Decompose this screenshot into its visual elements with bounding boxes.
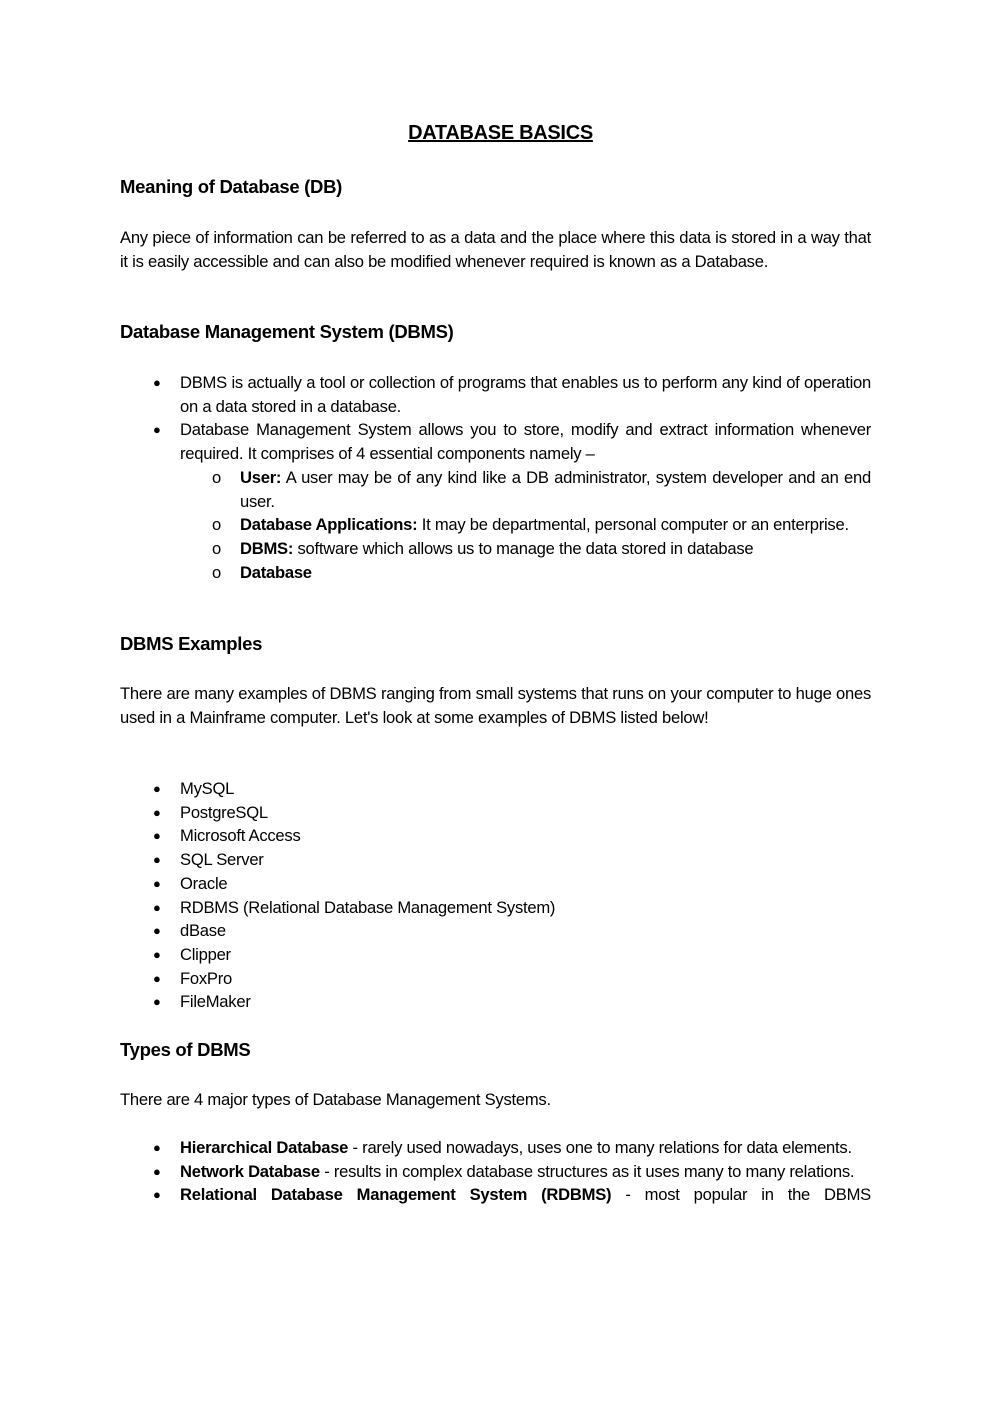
bullet-icon: ●: [153, 970, 161, 986]
list-item: [120, 418, 871, 584]
component-term: Database: [240, 562, 312, 582]
list-item-text: Microsoft Access: [180, 826, 301, 846]
bullet-icon: ●: [153, 994, 161, 1010]
list-item-text: FoxPro: [180, 968, 232, 988]
sub-bullet-icon: o: [212, 515, 221, 535]
type-term: Network Database: [180, 1161, 320, 1181]
heading-examples: DBMS Examples: [120, 633, 263, 654]
components-list: [180, 466, 871, 585]
type-text: - most popular in the DBMS: [611, 1185, 871, 1205]
heading-meaning: Meaning of Database (DB): [120, 176, 343, 197]
paragraph-meaning: Any piece of information can be referred to as a data and the place where this data is stored in a way that it is easily accessible and can also be modified whenever required is known as a Database.: [120, 228, 871, 271]
bullet-icon: ●: [153, 422, 161, 438]
heading-dbms: Database Management System (DBMS): [120, 321, 454, 342]
bullet-icon: ●: [153, 1140, 161, 1155]
list-item: [120, 990, 871, 1014]
list-item: [120, 919, 871, 943]
list-item-text: dBase: [180, 921, 226, 941]
component-item: [120, 513, 871, 537]
component-text: It may be departmental, personal computer or an enterprise.: [417, 515, 849, 535]
list-item-text: RDBMS (Relational Database Management System): [180, 897, 556, 917]
list-item-text: DBMS is actually a tool or collection of programs that enables us to perform any kind of operation on a data stored in a database.: [180, 373, 871, 416]
bullet-icon: ●: [153, 781, 161, 796]
sub-bullet-icon: o: [212, 538, 221, 558]
sub-bullet-icon: o: [212, 562, 221, 582]
component-text: software which allows us to manage the data stored in database: [293, 538, 754, 558]
bullet-icon: ●: [153, 375, 161, 390]
bullet-icon: ●: [153, 875, 161, 891]
bullet-icon: ●: [153, 828, 161, 844]
bullet-icon: ●: [153, 1187, 161, 1203]
heading-types: Types of DBMS: [120, 1039, 251, 1060]
list-item-text: Clipper: [180, 944, 231, 964]
types-list: [120, 1136, 871, 1207]
component-item: [120, 537, 871, 561]
type-term: Relational Database Management System (RDBMS): [180, 1185, 612, 1205]
list-item: [120, 848, 871, 872]
component-term: Database Applications:: [240, 515, 418, 535]
list-item: [120, 801, 871, 825]
list-item: [120, 1136, 871, 1160]
bullet-icon: ●: [153, 1163, 161, 1179]
list-item: [120, 1183, 871, 1207]
list-item-text: MySQL: [180, 779, 235, 798]
page-title: DATABASE BASICS: [408, 122, 593, 144]
list-item: [120, 777, 871, 801]
bullet-icon: ●: [153, 804, 161, 820]
list-item: [120, 371, 871, 418]
list-item: [120, 872, 871, 896]
list-item-text: Oracle: [180, 873, 228, 893]
list-item: [120, 967, 871, 991]
component-item: [120, 466, 871, 513]
list-item: [120, 824, 871, 848]
list-item-text: PostgreSQL: [180, 802, 268, 822]
list-item-text: Database Management System allows you to store, modify and extract information whenever required. It comprises of 4 essential components namely –: [180, 420, 871, 464]
bullet-icon: ●: [153, 946, 161, 962]
list-item-text: SQL Server: [180, 850, 264, 870]
sub-bullet-icon: o: [212, 467, 221, 487]
paragraph-examples: There are many examples of DBMS ranging from small systems that runs on your computer to huge ones used in a Mainframe computer. Let's look at some examples of DBMS listed below!: [120, 684, 871, 727]
list-item: [120, 896, 871, 920]
type-text: - rarely used nowadays, uses one to many relations for data elements.: [348, 1138, 852, 1157]
component-term: DBMS:: [240, 538, 294, 558]
list-item-text: FileMaker: [180, 992, 251, 1012]
bullet-icon: ●: [153, 852, 161, 868]
examples-list: [120, 777, 871, 1014]
list-item: [120, 1160, 871, 1184]
bullet-icon: ●: [153, 899, 161, 915]
component-item: [120, 561, 871, 585]
component-text: A user may be of any kind like a DB administrator, system developer and an end user.: [240, 467, 871, 511]
bullet-icon: ●: [153, 923, 161, 939]
component-term: User:: [240, 467, 282, 487]
type-term: Hierarchical Database: [180, 1138, 349, 1157]
list-item: [120, 943, 871, 967]
paragraph-types: There are 4 major types of Database Management Systems.: [120, 1090, 551, 1109]
dbms-bullet-list: [120, 371, 871, 584]
type-text: - results in complex database structures as it uses many to many relations.: [319, 1161, 855, 1181]
